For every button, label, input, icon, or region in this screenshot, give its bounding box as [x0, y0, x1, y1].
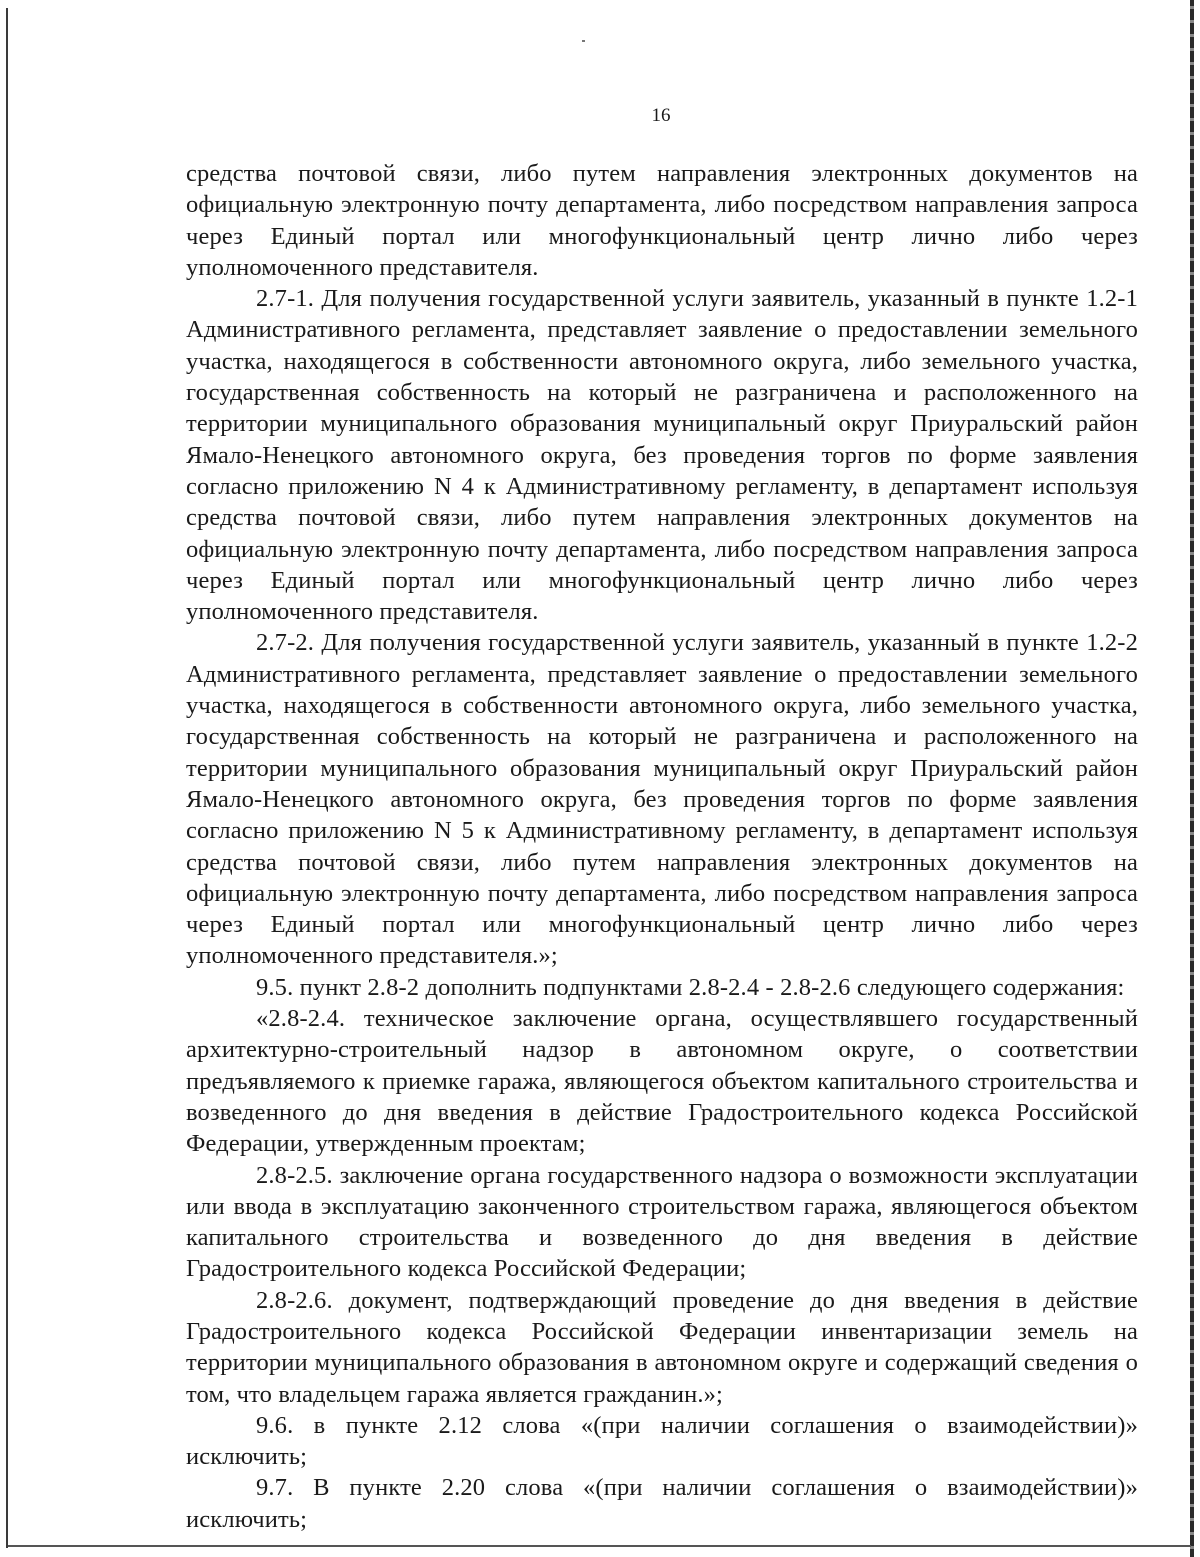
scan-right-edge — [1190, 0, 1194, 1557]
paragraph-continuation: средства почтовой связи, либо путем направления электронных документов на официальную электронную почту департамента, либо посредством направления запроса через Единый портал или многофункциональный центр лично либо через уполномоченного представителя. — [186, 160, 1138, 281]
paragraph-2-7-2: 2.7-2. Для получения государственной услуги заявитель, указанный в пункте 1.2-2 Административного регламента, представляет заявление о предоставлении земельного участка, находящегося в собственности автономного округа, либо земельного участка, государственная собственность на который не разграничена и расположенного на территории муниципального образования муниципальный округ Приуральский район Ямало-Ненецкого автономного округа, без проведения торгов по форме заявления согласно приложению N 5 к Административному регламенту, в департамент используя средства почтовой связи, либо путем направления электронных документов на официальную электронную почту департамента, либо посредством направления запроса через Единый портал или многофункциональный центр лично либо через уполномоченного представителя.»; — [186, 629, 1138, 970]
paragraph-9-7: 9.7. В пункте 2.20 слова «(при наличии соглашения о взаимодействии)» исключить; — [186, 1474, 1138, 1533]
scan-left-edge — [6, 8, 8, 1548]
paragraph-2-8-2-5: 2.8-2.5. заключение органа государственного надзора о возможности эксплуатации или ввода в эксплуатацию законченного строительством гаража, являющегося объектом капитального строительства и возведенного до дня введения в действие Градостроительного кодекса Российской Федерации; — [186, 1161, 1138, 1283]
page-number: 16 — [651, 105, 671, 126]
scan-bottom-edge — [8, 1545, 1191, 1547]
paragraph-2-8-2-4: «2.8-2.4. техническое заключение органа, осуществлявшего государственный архитектурно-строительный надзор в автономном округе, о соответствии предъявляемого к приемке гаража, являющегося объектом капитального строительства и возведенного до дня введения в действие Градостроительного кодекса Российской Федерации, утвержденным проектам; — [186, 1005, 1138, 1158]
paragraph-2-7-1: 2.7-1. Для получения государственной услуги заявитель, указанный в пункте 1.2-1 Административного регламента, представляет заявление о предоставлении земельного участка, находящегося в собственности автономного округа, либо земельного участка, государственная собственность на который не разграничена и расположенного на территории муниципального образования муниципальный округ Приуральский район Ямало-Ненецкого автономного округа, без проведения торгов по форме заявления согласно приложению N 4 к Административному регламенту, в департамент используя средства почтовой связи, либо путем направления электронных документов на официальную электронную почту департамента, либо посредством направления запроса через Единый портал или многофункциональный центр лично либо через уполномоченного представителя. — [186, 285, 1138, 626]
paragraph-9-6: 9.6. в пункте 2.12 слова «(при наличии соглашения о взаимодействии)» исключить; — [186, 1411, 1138, 1471]
document-body — [186, 158, 1138, 1535]
scan-speck — [582, 40, 585, 42]
paragraph-9-5: 9.5. пункт 2.8-2 дополнить подпунктами 2.8-2.4 - 2.8-2.6 следующего содержания: — [256, 973, 1125, 1001]
paragraph-2-8-2-6: 2.8-2.6. документ, подтверждающий проведение до дня введения в действие Градостроительного кодекса Российской Федерации инвентаризации земель на территории муниципального образования в автономном округе и содержащий сведения о том, что владельцем гаража является гражданин.»; — [186, 1286, 1138, 1408]
